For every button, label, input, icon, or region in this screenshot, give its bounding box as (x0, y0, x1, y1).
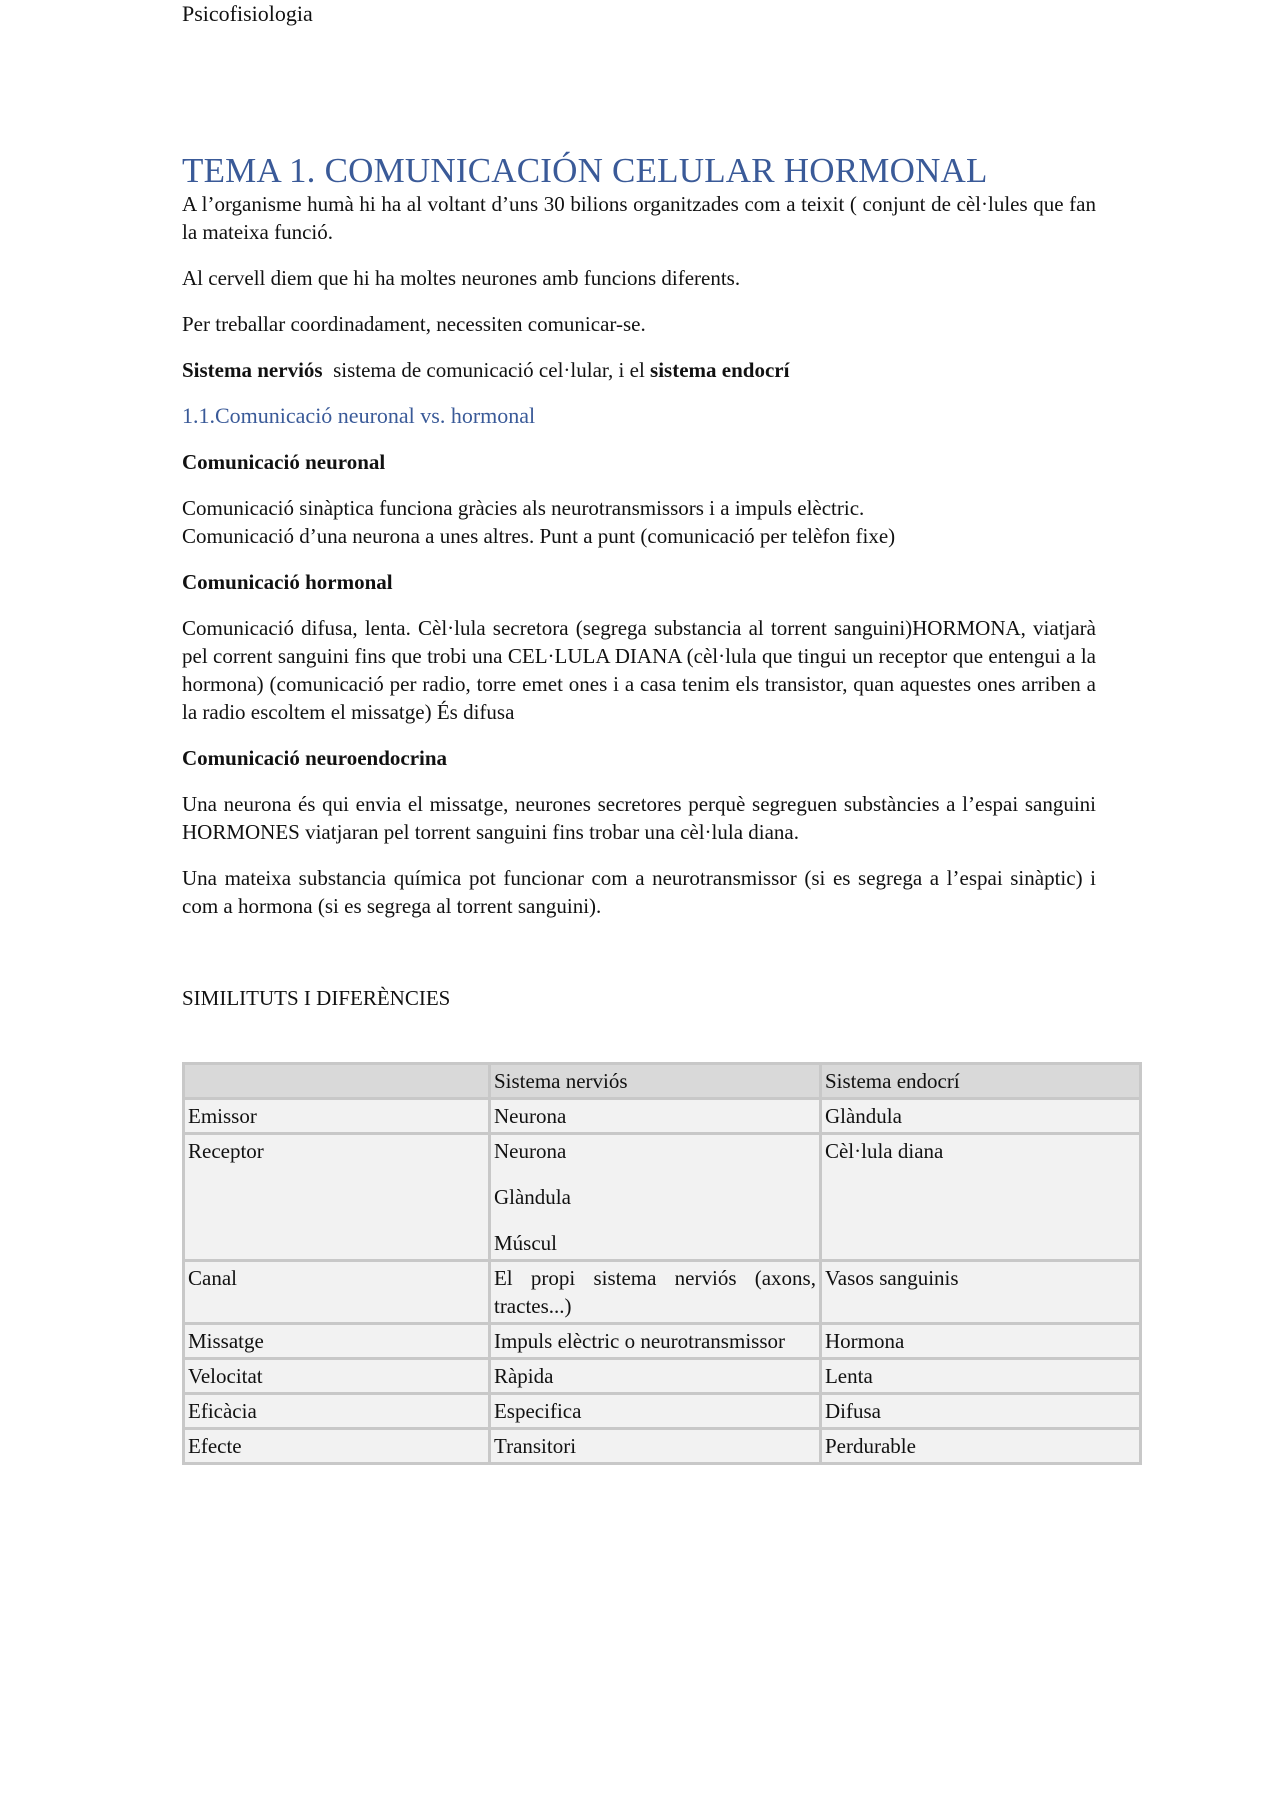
table-header-cell: Sistema nerviós (489, 1064, 820, 1099)
nervous-cell: Neurona (489, 1099, 820, 1134)
nervous-cell: Transitori (489, 1429, 820, 1464)
running-header: Psicofisiologia (182, 1, 313, 26)
row-label: Missatge (184, 1324, 490, 1359)
table-header-cell (184, 1064, 490, 1099)
neuroendocrine-paragraph-2: Una mateixa substancia química pot funcionar com a neurotransmissor (si es segrega a l’espai sinàptic) i com a hormona (si es segrega al torrent sanguini). (182, 866, 1096, 918)
table-row (184, 1359, 1141, 1394)
endocrine-cell: Hormona (820, 1324, 1140, 1359)
table-row (184, 1394, 1141, 1429)
intro-paragraph-2: Al cervell diem que hi ha moltes neurones amb funcions diferents. (182, 266, 741, 290)
comparison-label: SIMILITUTS I DIFERÈNCIES (182, 986, 451, 1010)
neuronal-line-2: Comunicació d’una neurona a unes altres. Punt a punt (comunicació per telèfon fixe) (182, 524, 896, 548)
nervous-cell: Ràpida (489, 1359, 820, 1394)
document-title: TEMA 1. COMUNICACIÓN CELULAR HORMONAL (182, 151, 988, 190)
comparison-table (182, 1062, 1142, 1465)
table-header-row (184, 1064, 1141, 1099)
document-body (182, 150, 1096, 1024)
subsection-title: 1.1.Comunicació neuronal vs. hormonal (182, 403, 536, 428)
nervous-cell: Especifica (489, 1394, 820, 1429)
receptor-item: Múscul (493, 1231, 557, 1255)
neuroendocrine-heading: Comunicació neuroendocrina (182, 746, 448, 770)
neuronal-paragraph (182, 494, 1096, 550)
row-label: Efecte (184, 1429, 490, 1464)
table-header-cell: Sistema endocrí (820, 1064, 1140, 1099)
table-row (184, 1134, 1141, 1261)
row-label: Eficàcia (184, 1394, 490, 1429)
table-row (184, 1261, 1141, 1324)
endocrine-cell: Vasos sanguinis (820, 1261, 1140, 1324)
row-label: Velocitat (184, 1359, 490, 1394)
intro-paragraph-3: Per treballar coordinadament, necessiten comunicar-se. (182, 312, 646, 336)
receptor-item: Glàndula (493, 1185, 571, 1209)
endocrine-cell: Lenta (820, 1359, 1140, 1394)
systems-bold-endocrine: sistema endocrí (650, 358, 790, 382)
neuronal-line-1: Comunicació sinàptica funciona gràcies als neurotransmissors i a impuls elèctric. (182, 496, 865, 520)
nervous-cell (489, 1134, 820, 1261)
systems-bold-nervous: Sistema nerviós (182, 358, 323, 382)
neuronal-heading: Comunicació neuronal (182, 450, 386, 474)
row-label: Emissor (184, 1099, 490, 1134)
hormonal-paragraph: Comunicació difusa, lenta. Cèl·lula secretora (segrega substancia al torrent sanguini)HORMONA, viatjarà pel corrent sanguini fins que trobi una CEL·LULA DIANA (cèl·lula que tingui un receptor que entengui a la hormona) (comunicació per radio, torre emet ones i a casa tenim els transistor, quan aquestes ones arriben a la radio escoltem el missatge) És difusa (182, 616, 1096, 724)
row-label: Receptor (184, 1134, 490, 1261)
table-row (184, 1429, 1141, 1464)
endocrine-cell: Difusa (820, 1394, 1140, 1429)
table-row (184, 1324, 1141, 1359)
endocrine-cell: Glàndula (820, 1099, 1140, 1134)
nervous-cell: Impuls elèctric o neurotransmissor (489, 1324, 820, 1359)
table-row (184, 1099, 1141, 1134)
nervous-cell: El propi sistema nerviós (axons, tractes...) (489, 1261, 820, 1324)
neuroendocrine-paragraph-1: Una neurona és qui envia el missatge, neurones secretores perquè segreguen substàncies a l’espai sanguini HORMONES viatjaran pel torrent sanguini fins trobar una cèl·lula diana. (182, 792, 1096, 844)
systems-paragraph (182, 356, 1096, 384)
systems-middle-text: sistema de comunicació cel·lular, i el (322, 358, 651, 382)
endocrine-cell: Perdurable (820, 1429, 1140, 1464)
receptor-item: Neurona (493, 1139, 567, 1163)
row-label: Canal (184, 1261, 490, 1324)
intro-paragraph-1: A l’organisme humà hi ha al voltant d’uns 30 bilions organitzades com a teixit ( conjunt de cèl·lules que fan la mateixa funció. (182, 192, 1096, 244)
hormonal-heading: Comunicació hormonal (182, 570, 393, 594)
endocrine-cell: Cèl·lula diana (820, 1134, 1140, 1261)
